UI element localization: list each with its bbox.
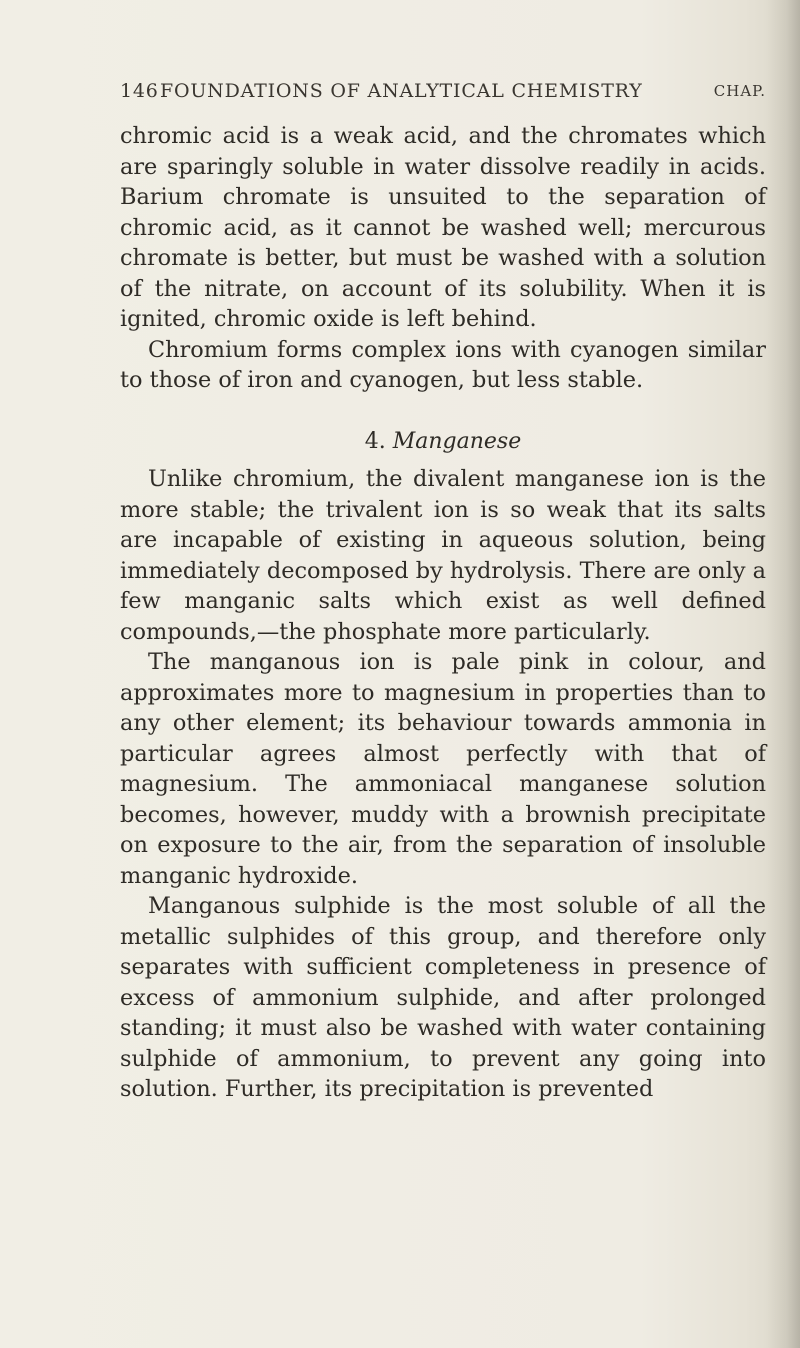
section-heading	[120, 427, 766, 458]
paragraph-chromic-acid: chromic acid is a weak acid, and the chromates which are sparingly soluble in water dissolve readily in acids. Barium chromate is unsuited to the separation of chromic acid, as it cannot be washed well; mercurous chromate is better, but must be washed with a solution of the nitrate, on account of its solubility. When it is ignited, chromic oxide is left behind.	[120, 123, 766, 332]
paragraph-manganous-sulphide: Manganous sulphide is the most soluble of all the metallic sulphides of this group, and therefore only separates with sufficient completeness in presence of excess of ammonium sulphide, and after prolonged standing; it must also be washed with water containing sulphide of ammonium, to prevent any going into solution. Further, its precipitation is prevented	[120, 893, 766, 1102]
page-number: 146	[120, 80, 159, 102]
running-header	[120, 80, 766, 112]
section-number: 4.	[364, 428, 386, 454]
page-edge-shadow	[766, 0, 800, 1348]
running-title: FOUNDATIONS OF ANALYTICAL CHEMISTRY	[160, 80, 643, 102]
section-title: Manganese	[392, 428, 522, 454]
body-text	[120, 121, 766, 1105]
paragraph-chromium-complex: Chromium forms complex ions with cyanogen similar to those of iron and cyanogen, but less stable.	[120, 336, 766, 393]
chapter-abbrev: CHAP.	[713, 82, 766, 100]
paragraph-manganous-ion: The manganous ion is pale pink in colour, and approximates more to magnesium in properties than to any other element; its behaviour towards ammonia in particular agrees almost perfectly with that of magnesium. The ammoniacal manganese solution becomes, however, muddy with a brownish precipitate on exposure to the air, from the separation of insoluble manganic hydroxide.	[120, 649, 766, 889]
paragraph-manganese-intro: Unlike chromium, the divalent manganese ion is the more stable; the trivalent ion is so weak that its salts are incapable of existing in aqueous solution, being immediately decomposed by hydrolysis. There are only a few manganic salts which exist as well defined compounds,—the phosphate more particularly.	[120, 466, 766, 645]
